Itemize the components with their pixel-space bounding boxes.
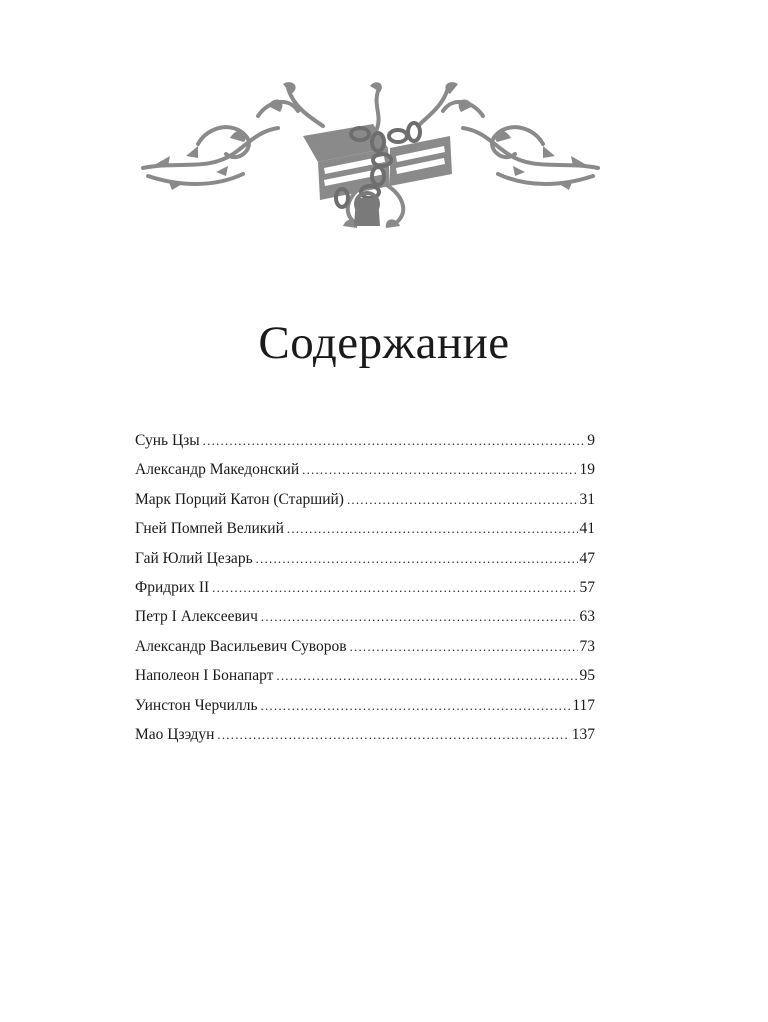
toc-page-number: 31 xyxy=(579,490,595,508)
toc-entry[interactable] xyxy=(135,518,595,547)
toc-entry[interactable] xyxy=(135,636,595,665)
toc-leader-dots xyxy=(276,665,577,687)
toc-entry[interactable] xyxy=(135,489,595,518)
toc-page-number: 47 xyxy=(579,549,595,567)
toc-page-number: 137 xyxy=(571,725,595,743)
toc-entry[interactable] xyxy=(135,548,595,577)
page-title: Содержание xyxy=(258,317,510,369)
toc-entry[interactable] xyxy=(135,430,595,459)
toc-page-number: 9 xyxy=(587,432,595,449)
toc-leader-dots xyxy=(347,489,578,511)
toc-page-number: 73 xyxy=(579,637,595,655)
toc-entry-title: Александр Васильевич Суворов xyxy=(135,637,347,655)
toc-leader-dots xyxy=(261,606,578,628)
toc-entry-title: Уинстон Черчилль xyxy=(135,696,258,714)
toc-entry[interactable] xyxy=(135,695,595,724)
toc-page-number: 117 xyxy=(572,696,595,714)
toc-entry-title: Сунь Цзы xyxy=(135,432,200,449)
toc-page-number: 41 xyxy=(579,520,595,538)
chained-book-ornament-icon xyxy=(138,76,603,236)
toc-entry-title: Гней Помпей Великий xyxy=(135,520,284,538)
toc-entry[interactable] xyxy=(135,459,595,488)
toc-leader-dots xyxy=(350,636,578,658)
toc-leader-dots xyxy=(212,577,577,599)
toc-page-number: 63 xyxy=(579,608,595,626)
toc-leader-dots xyxy=(302,459,577,481)
toc-leader-dots xyxy=(217,724,569,746)
toc-entry[interactable] xyxy=(135,665,595,694)
toc-page-number: 19 xyxy=(579,461,595,479)
table-of-contents xyxy=(135,430,595,753)
toc-entry-title: Марк Порций Катон (Старший) xyxy=(135,490,344,508)
toc-page-number: 57 xyxy=(579,578,595,596)
toc-entry-title: Петр I Алексеевич xyxy=(135,608,258,626)
toc-entry-title: Наполеон I Бонапарт xyxy=(135,667,274,685)
toc-leader-dots xyxy=(203,430,586,452)
toc-entry-title: Александр Македонский xyxy=(135,461,300,479)
toc-entry-title: Гай Юлий Цезарь xyxy=(135,549,253,567)
toc-leader-dots xyxy=(287,518,578,540)
toc-entry-title: Мао Цзэдун xyxy=(135,725,215,743)
toc-page-number: 95 xyxy=(579,667,595,685)
toc-entry[interactable] xyxy=(135,724,595,753)
toc-leader-dots xyxy=(256,548,578,570)
toc-entry-title: Фридрих II xyxy=(135,578,210,596)
toc-entry[interactable] xyxy=(135,577,595,606)
toc-leader-dots xyxy=(261,695,571,717)
toc-entry[interactable] xyxy=(135,606,595,635)
